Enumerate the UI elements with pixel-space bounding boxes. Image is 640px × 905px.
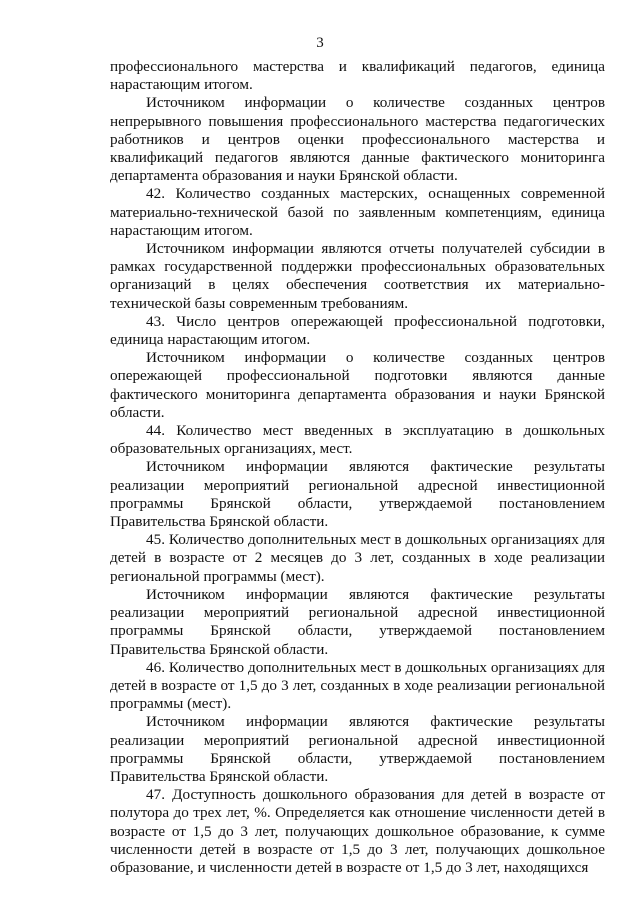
paragraph: Источником информации о количестве созданных центров непрерывного повышения профессионального мастерства педагогических работников и центров оценки профессионального мастерства и квалификаций педагогов являются данные фактического мониторинга департамента образования и науки Брянской области.: [110, 94, 605, 185]
paragraph: Источником информации являются фактические результаты реализации мероприятий региональной адресной инвестиционной программы Брянской области, утверждаемой постановлением Правительства Брянской области.: [110, 585, 605, 658]
document-body: [110, 58, 605, 877]
paragraph: 46. Количество дополнительных мест в дошкольных организациях для детей в возрасте от 1,5 до 3 лет, созданных в ходе реализации региональной программы (мест).: [110, 658, 605, 713]
page-number: 3: [316, 35, 324, 51]
paragraph: Источником информации являются фактические результаты реализации мероприятий региональной адресной инвестиционной программы Брянской области, утверждаемой постановлением Правительства Брянской области.: [110, 458, 605, 531]
paragraph: 45. Количество дополнительных мест в дошкольных организациях для детей в возрасте от 2 месяцев до 3 лет, созданных в ходе реализации региональной программы (мест).: [110, 531, 605, 585]
paragraph: Источником информации являются отчеты получателей субсидии в рамках государственной поддержки профессиональных образовательных организаций в целях обеспечения соответствия их материально-технической базы современным требованиям.: [110, 240, 605, 312]
paragraph: профессионального мастерства и квалификаций педагогов, единица нарастающим итогом.: [110, 58, 605, 94]
paragraph: 47. Доступность дошкольного образования для детей в возрасте от полутора до трех лет, %. Определяется как отношение численности детей в возрасте от 1,5 до 3 лет, получающих дошкольное образование, к сумме численности детей в возрасте от 1,5 до 3 лет, получающих дошкольное образование, и численности детей в возрасте от 1,5 до 3 лет, находящихся: [110, 786, 605, 876]
paragraph: 44. Количество мест введенных в эксплуатацию в дошкольных образовательных организациях, мест.: [110, 422, 605, 458]
paragraph: 43. Число центров опережающей профессиональной подготовки, единица нарастающим итогом.: [110, 312, 605, 349]
paragraph: Источником информации о количестве созданных центров опережающей профессиональной подготовки являются данные фактического мониторинга департамента образования и науки Брянской области.: [110, 349, 605, 421]
paragraph: Источником информации являются фактические результаты реализации мероприятий региональной адресной инвестиционной программы Брянской области, утверждаемой постановлением Правительства Брянской области.: [110, 713, 605, 785]
paragraph: 42. Количество созданных мастерских, оснащенных современной материально-технической базой по заявленным компетенциям, единица нарастающим итогом.: [110, 185, 605, 239]
